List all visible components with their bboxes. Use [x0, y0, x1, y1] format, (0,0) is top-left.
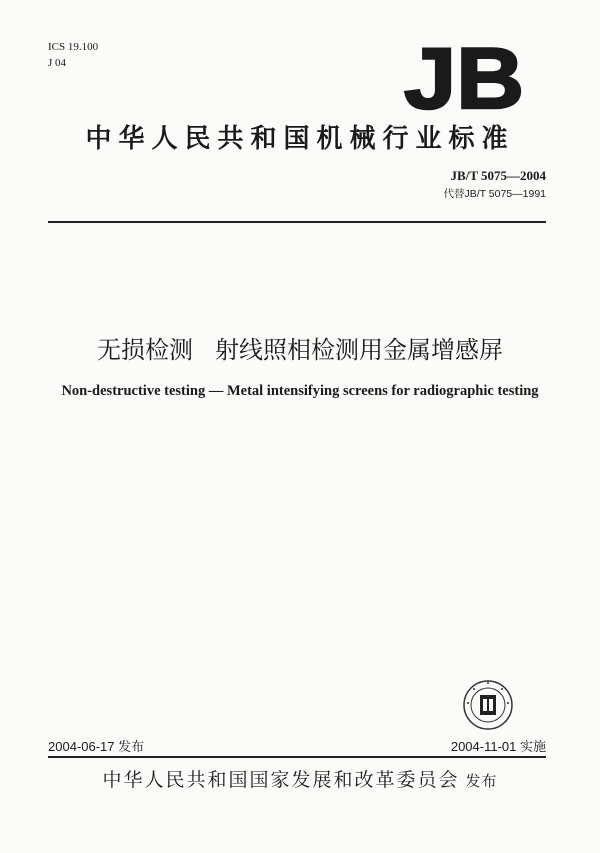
standard-category-title: 中华人民共和国机械行业标准 [85, 123, 515, 153]
footer-divider [48, 756, 546, 758]
header-divider [48, 221, 546, 223]
jb-logo [402, 38, 526, 116]
logo-text: JB [404, 38, 524, 116]
standard-seal-icon [462, 679, 514, 731]
standard-number: JB/T 5075—2004 [450, 168, 546, 183]
issue-date: 2004-06-17 发布 [48, 739, 145, 754]
implementation-date: 2004-11-01 实施 [450, 739, 546, 754]
ccs-code: J 04 [48, 57, 67, 69]
issuing-authority [0, 765, 600, 792]
replaces-standard: 代替JB/T 5075—1991 [443, 188, 546, 200]
publish-word: 发布 [465, 773, 498, 790]
english-title: Non-destructive testing — Metal intensifying screens for radiographic testing [61, 383, 539, 399]
chinese-title-part1: 无损检测 [97, 337, 193, 364]
issuer-name: 中华人民共和国国家发展和改革委员会 [102, 770, 460, 791]
ics-code: ICS 19.100 [48, 41, 99, 53]
chinese-title [0, 330, 600, 365]
chinese-title-part2: 射线照相检测用金属增感屏 [215, 337, 503, 364]
